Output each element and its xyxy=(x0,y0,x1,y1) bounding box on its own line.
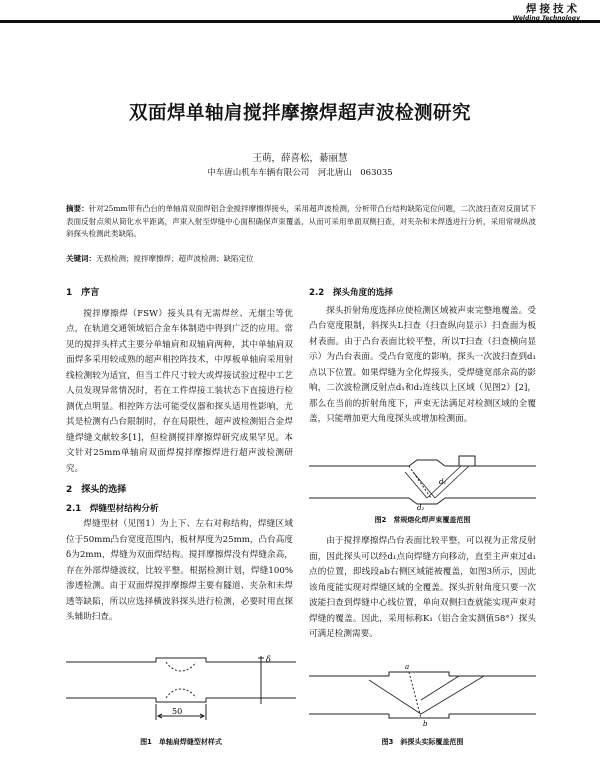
abstract-text: 针对25mm带有凸台的单轴肩双面焊铝合金搅拌摩擦焊接头，采用超声波检测，分析带凸台结构缺陷定位问题，二次波扫查对反面试下表面反射点须从简化水平距离，声束入射至焊缝中心面积确保声束覆盖，从而可采用单面双侧扫查，对夹杂和未焊透进行分析，采用常规纵波斜探头检测此类缺陷。 xyxy=(66,204,537,238)
section-1-paragraph: 搅拌摩擦焊（FSW）接头具有无需焊丝、无烟尘等优点，在轨道交通领域铝合金车体制造中得到广泛的应用。常见的搅拌头样式主要分单轴肩和双轴肩两种，其中单轴肩双面焊多采用较成熟的超声相控阵技术，中厚板单轴肩采用射线检测较为适宜，但当工件尺寸较大或焊接试验过程中工艺人员发现异常情况时，若在工件焊接工装状态下直接进行检测优点明显。相控阵方法可能受仪器和探头适用性影响，尤其是检测有凸台限制时，存在局限性，超声波检测铝合金焊缝焊缝文献较多[1]，但检测搅拌摩擦焊研究成果罕见。本文针对25mm单轴肩双面焊搅拌摩擦焊进行超声波检测研究。 xyxy=(66,308,293,474)
figure-3-a-label: a xyxy=(405,663,410,671)
header-rule xyxy=(0,20,600,23)
abstract-label: 摘要： xyxy=(66,204,89,213)
right-column-top xyxy=(309,286,536,428)
left-column xyxy=(66,286,293,626)
section-2-2-heading: 2.2 探头角度的选择 xyxy=(309,288,393,298)
figure-2-d2-label: d₂ xyxy=(417,504,425,512)
journal-banner xyxy=(513,3,580,22)
figure-2-diagram xyxy=(309,452,536,512)
section-2-1-text: 焊缝型材（见图1）为上下、左右对称结构，焊缝区域位于50mm凸台宽度范围内，板材厚度为25mm，凸台高度δ为2mm，焊缝为双面焊结构。搅拌摩擦焊没有焊缝余高，存在外部焊缝波纹，比较平整。根据检测计划，焊缝100%渗透检测。由于双面焊搅拌摩擦焊主要有隧道、夹杂和未焊透等缺陷，所以应选择横波斜探头进行检测，必要时用直探头辅助扫查。 xyxy=(66,519,293,622)
section-2-2-text-1: 探头折射角度选择应使检测区域被声束完整地覆盖。受凸台宽度限制，斜探头L扫查（扫查纵向显示）扫查面为板材表面。由于凸台表面比较平整，所以T扫查（扫查横向显示）为凸台表面。受凸台宽度的影响，探头一次波扫查到d₁点以下位置。如果焊缝为全化焊接头，受焊缝宽部余高的影响，二次波检测反射点d₁和d₂连线以上区域（见图2）[2]，那么在当前的折射角度下，声束无法满足对检测区域的全覆盖，只能增加更大角度探头或增加检测面。 xyxy=(309,305,536,424)
section-2-heading: 2 探头的选择 xyxy=(66,485,127,495)
section-2-2-text-2: 由于搅拌摩擦焊凸台表面比较平整，可以视为正常反射面，因此探头可以经d₁点向焊缝方向移动，直至主声束过d₁点的位置，即线段ab右侧区域能被覆盖，如图3所示，因此该角度能实现对焊缝区域的全覆盖。探头折射角度只要一次波能扫查到焊缝中心线位置，单向双侧扫查就能实现声束对焊缝的覆盖。因此，采用标称K₁（铝合金实测值58°）探头可满足检测需要。 xyxy=(309,536,536,639)
figure-1-dimension-label: 50 xyxy=(172,707,183,716)
author-list: 王萌，薛喜松，綦丽慧 xyxy=(252,153,348,164)
keywords-text: 无损检测；搅拌摩擦焊；超声波检测；缺陷定位 xyxy=(96,254,254,263)
figure-1-delta-label: δ xyxy=(266,655,271,664)
keywords-label: 关键词： xyxy=(66,254,96,263)
section-2-1-heading: 2.1 焊缝型材结构分析 xyxy=(66,503,159,514)
section-1-heading: 1 序言 xyxy=(66,288,100,298)
figure-2-d1-label: d₁ xyxy=(439,478,447,486)
figure-3-diagram xyxy=(309,660,536,728)
paper-title: 双面焊单轴肩搅拌摩擦焊超声波检测研究 xyxy=(128,103,471,124)
abstract xyxy=(66,203,536,241)
journal-name: 焊接技术 xyxy=(526,3,580,15)
figure-3-caption: 图3 斜探头实际覆盖范围 xyxy=(381,738,464,746)
figure-3-b-label: b xyxy=(423,720,428,728)
right-column-bottom xyxy=(309,534,536,643)
figure-1-diagram xyxy=(66,640,296,726)
keywords xyxy=(66,253,536,264)
figure-1-caption: 图1 单轴肩焊缝型材样式 xyxy=(140,738,222,746)
figure-2-caption: 图2 常规熔化焊声束覆盖范围 xyxy=(374,516,471,524)
journal-name-en: Welding Technology xyxy=(512,15,580,22)
affiliation: 中车唐山机车车辆有限公司 河北唐山 063035 xyxy=(207,168,393,178)
